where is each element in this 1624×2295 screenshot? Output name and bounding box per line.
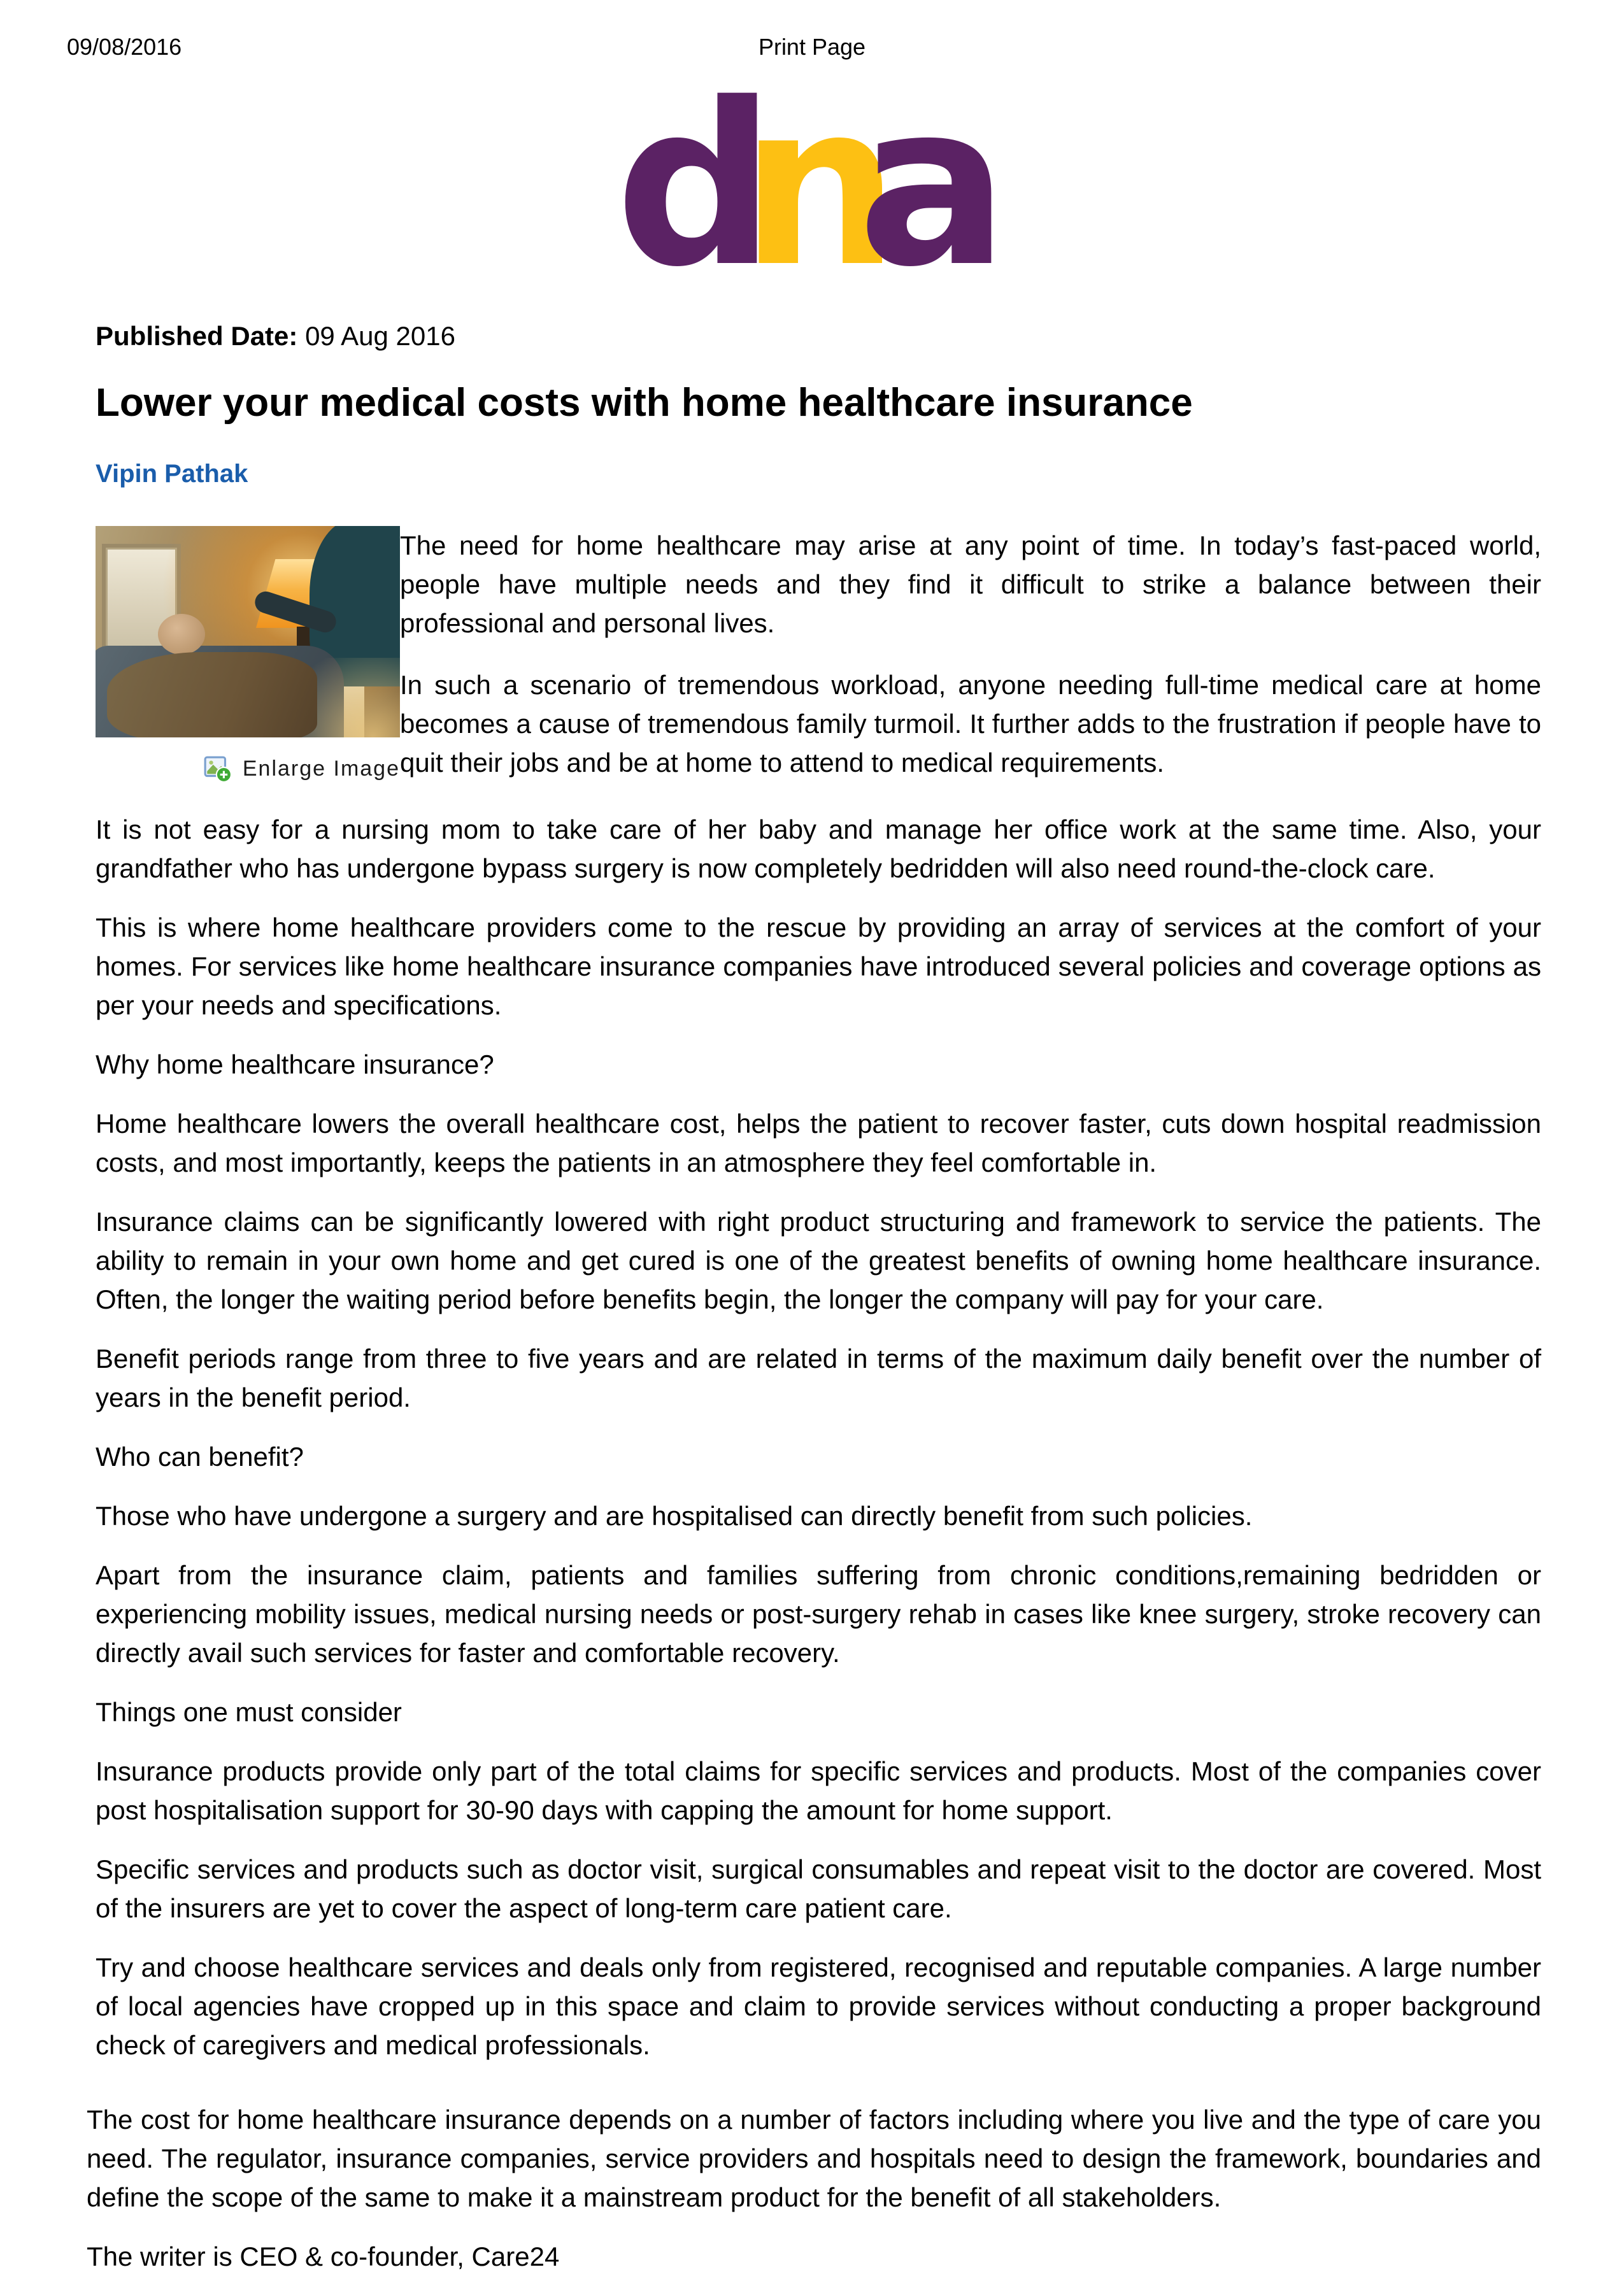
photo-patient-head — [158, 614, 205, 655]
article-paragraph: Things one must consider — [96, 1697, 402, 1727]
article-paragraph: The need for home healthcare may arise at any point of time. In today’s fast-paced world, people have multiple needs and they find it difficult to strike a balance between their professional and personal lives. — [400, 530, 1541, 638]
article-intro — [96, 526, 1541, 783]
dna-logo-letter-d: d — [615, 55, 776, 316]
print-header — [0, 0, 1624, 61]
article-paragraph: Those who have undergone a surgery and are hospitalised can directly benefit from such policies. — [96, 1501, 1253, 1531]
enlarge-image-label: Enlarge Image — [242, 756, 400, 781]
article-figure — [96, 526, 400, 783]
article-paragraph: Home healthcare lowers the overall healthcare cost, helps the patient to recover faster, cuts down hospital readmission costs, and most importantly, keeps the patients in an atmosphere they feel comfortable in. — [96, 1109, 1541, 1177]
article-paragraph: Try and choose healthcare services and deals only from registered, recognised and reputable companies. A large number of local agencies have cropped up in this space and claim to provide services without conducting a proper background check of caregivers and medical professionals. — [96, 1952, 1541, 2060]
header-date: 09/08/2016 — [67, 34, 182, 60]
photo-patient-body — [107, 652, 317, 737]
dna-logo-letter-a: a — [857, 55, 1009, 316]
article-paragraph: Who can benefit? — [96, 1442, 304, 1472]
article-paragraph: Insurance claims can be significantly lowered with right product structuring and framework to service the patients. The ability to remain in your own home and get cured is one of the greatest benefits of owning home healthcare insurance. Often, the longer the waiting period before benefits begin, the longer the company will pay for your care. — [96, 1207, 1541, 1314]
article-paragraph: Why home healthcare insurance? — [96, 1049, 494, 1079]
enlarge-image-link[interactable] — [96, 754, 400, 783]
published-date-value: 09 Aug 2016 — [305, 321, 455, 351]
article-title: Lower your medical costs with home healthcare insurance — [96, 381, 1193, 425]
article-paragraph: Specific services and products such as doctor visit, surgical consumables and repeat visit to the doctor are covered. Most of the insurers are yet to cover the aspect of long-term care patient care. — [96, 1854, 1541, 1923]
article-paragraph: This is where home healthcare providers come to the rescue by providing an array of services at the comfort of your homes. For services like home healthcare insurance companies have introduced several policies and coverage options as per your needs and specifications. — [96, 913, 1541, 1020]
published-date-label: Published Date: — [96, 321, 298, 351]
article-photo — [96, 526, 400, 737]
article-paragraph: The cost for home healthcare insurance depends on a number of factors including where you live and the type of care you need. The regulator, insurance companies, service providers and hospitals need to design the framework, boundaries and define the scope of the same to make it a mainstream product for the benefit of all stakeholders. — [87, 2105, 1541, 2212]
published-date-line — [96, 320, 1541, 353]
enlarge-image-icon — [203, 754, 232, 783]
dna-logo — [0, 55, 1624, 316]
article-paragraph: It is not easy for a nursing mom to take care of her baby and manage her office work at the same time. Also, your grandfather who has undergone bypass surgery is now completely bedridden will also need round-the-clock care. — [96, 814, 1541, 883]
intro-paragraphs — [400, 526, 1541, 783]
article-content — [0, 320, 1624, 2276]
article-paragraph: Benefit periods range from three to five years and are related in terms of the maximum daily benefit over the number of years in the benefit period. — [96, 1344, 1541, 1412]
dna-logo-letter-n: n — [739, 55, 900, 316]
article-paragraph: In such a scenario of tremendous workload, anyone needing full-time medical care at home becomes a cause of tremendous family turmoil. It further adds to the frustration if people have to quit their jobs and be at home to attend to medical requirements. — [400, 670, 1541, 778]
header-print-title: Print Page — [758, 34, 866, 60]
article-paragraph: The writer is CEO & co-founder, Care24 — [87, 2242, 560, 2271]
article-author[interactable]: Vipin Pathak — [96, 460, 248, 488]
article-paragraph: Apart from the insurance claim, patients and families suffering from chronic conditions,remaining bedridden or experiencing mobility issues, medical nursing needs or post-surgery rehab in cases like knee surgery, stroke recovery can directly avail such services for faster and comfortable recovery. — [96, 1560, 1541, 1668]
article-body — [87, 810, 1541, 2276]
article-paragraph: Insurance products provide only part of the total claims for specific services and products. Most of the companies cover post hospitalisation support for 30-90 days with capping the amount for home support. — [96, 1756, 1541, 1825]
